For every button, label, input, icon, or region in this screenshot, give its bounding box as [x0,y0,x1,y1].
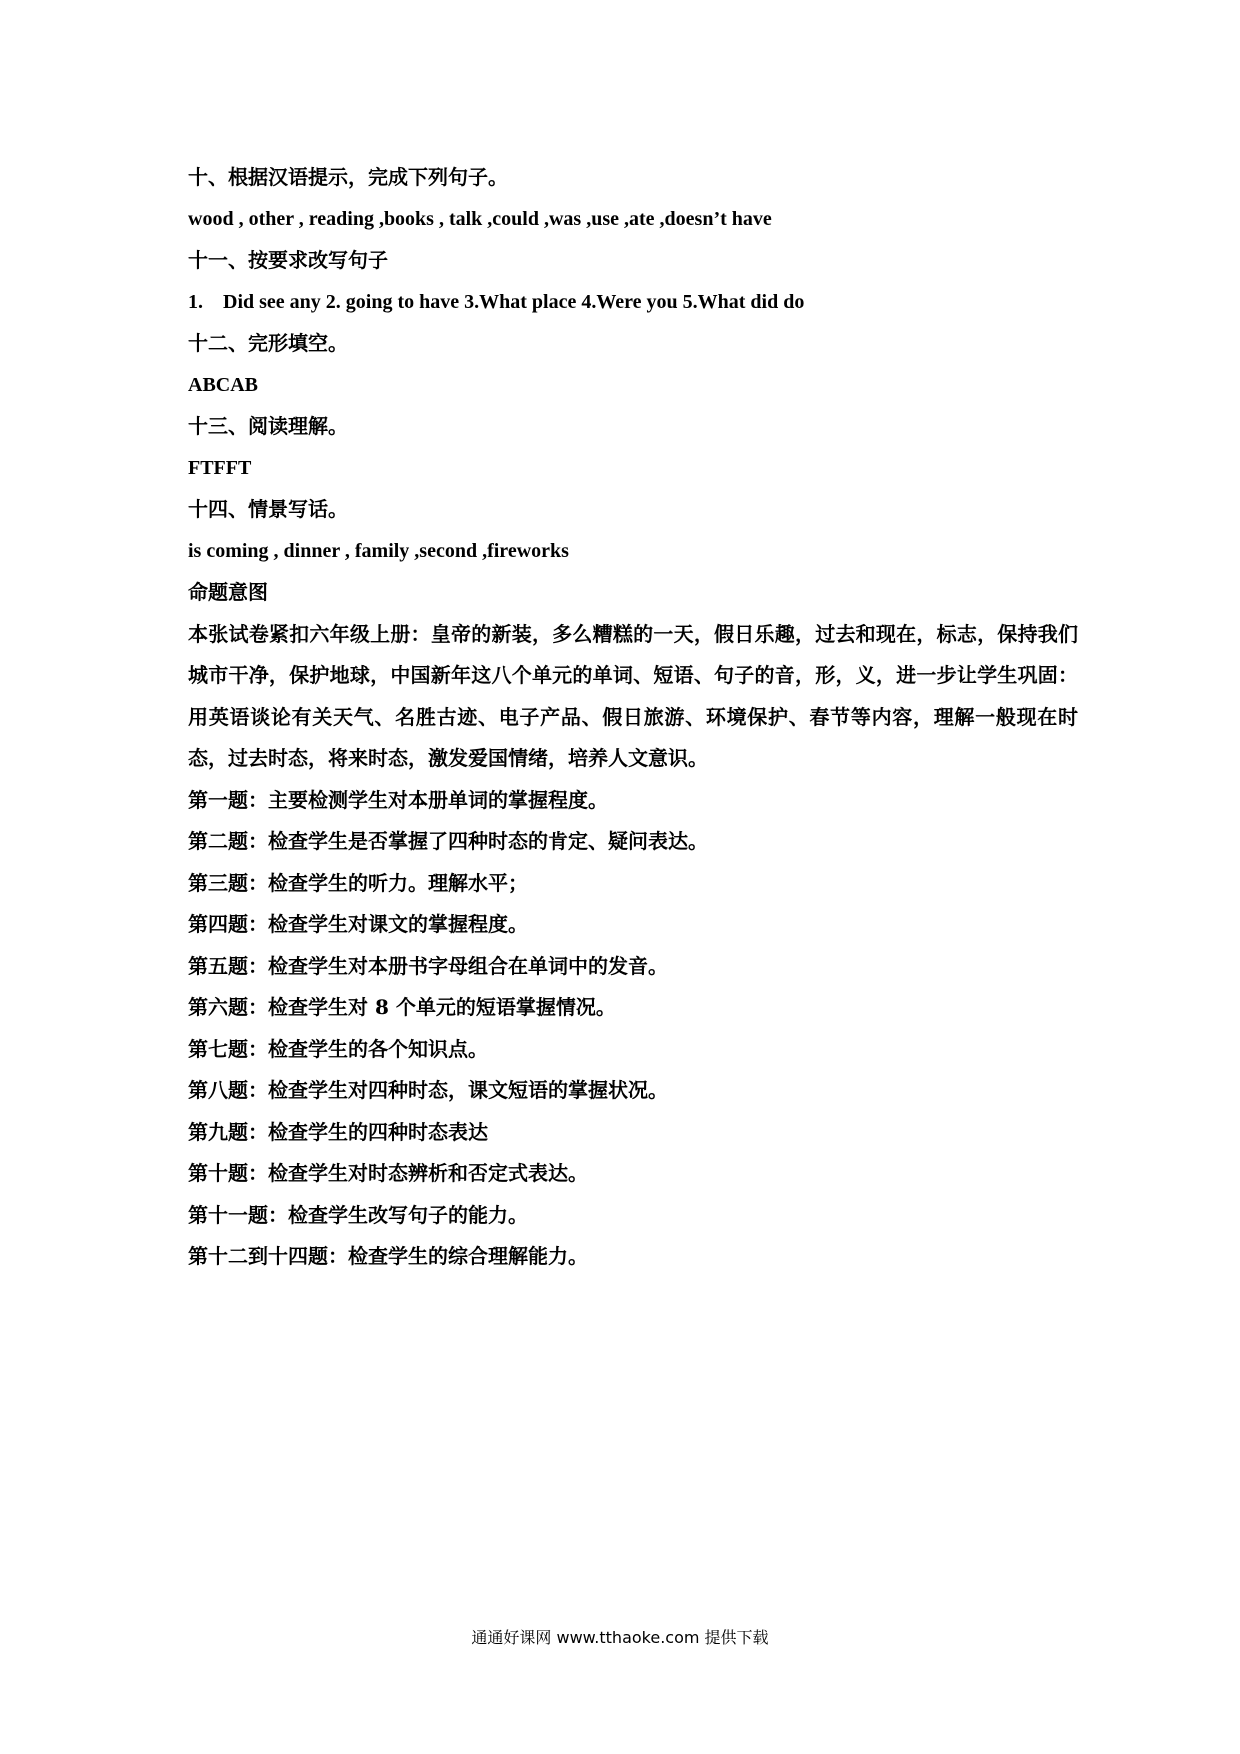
section-10-heading: 十、根据汉语提示，完成下列句子。 [188,165,508,189]
section-10-answers: wood , other , reading ,books , talk ,could ,was ,use ,ate ,doesn’t have [188,207,772,230]
section-11-answers: 1. Did see any 2. going to have 3.What place 4.Were you 5.What did do [188,290,805,313]
intent-paragraph: 本张试卷紧扣六年级上册：皇帝的新装，多么糟糕的一天，假日乐趣，过去和现在，标志，保持我们城市干净，保护地球，中国新年这八个单元的单词、短语、句子的音，形，义，进一步让学生巩固：用英语谈论有关天气、名胜古迹、电子产品、假日旅游、环境保护、春节等内容，理解一般现在时态，过去时态，将来时态，激发爱国情绪，培养人文意识。 [188,621,1078,770]
section-12-heading: 十二、完形填空。 [188,331,348,355]
page-footer: 通通好课网 www.tthaoke.com 提供下载 [471,1628,769,1647]
question-purpose-12-14: 第十二到十四题：检查学生的综合理解能力。 [188,1244,588,1268]
question-purpose-6: 第六题：检查学生对 8 个单元的短语掌握情况。 [188,995,616,1019]
document-content [188,157,1078,1278]
section-12-answers: ABCAB [188,373,259,396]
question-purpose-9: 第九题：检查学生的四种时态表达 [188,1119,488,1144]
question-purpose-8: 第八题：检查学生对四种时态，课文短语的掌握状况。 [188,1078,668,1102]
question-purpose-5: 第五题：检查学生对本册书字母组合在单词中的发音。 [188,953,668,978]
section-11-heading: 十一、按要求改写句子 [188,248,388,272]
intent-heading: 命题意图 [188,580,268,604]
section-14-heading: 十四、情景写话。 [188,497,348,521]
question-purpose-4: 第四题：检查学生对课文的掌握程度。 [188,912,528,936]
question-purpose-11: 第十一题：检查学生改写句子的能力。 [188,1202,528,1227]
question-purpose-2: 第二题：检查学生是否掌握了四种时态的肯定、疑问表达。 [188,829,708,853]
question-purpose-3: 第三题：检查学生的听力。理解水平； [188,870,528,895]
section-13-heading: 十三、阅读理解。 [188,414,348,438]
section-13-answers: FTFFT [188,456,252,479]
question-purpose-10: 第十题：检查学生对时态辨析和否定式表达。 [188,1161,588,1185]
question-purpose-7: 第七题：检查学生的各个知识点。 [188,1036,488,1061]
question-purpose-1: 第一题：主要检测学生对本册单词的掌握程度。 [188,787,608,812]
section-14-answers: is coming , dinner , family ,second ,fireworks [188,539,569,562]
